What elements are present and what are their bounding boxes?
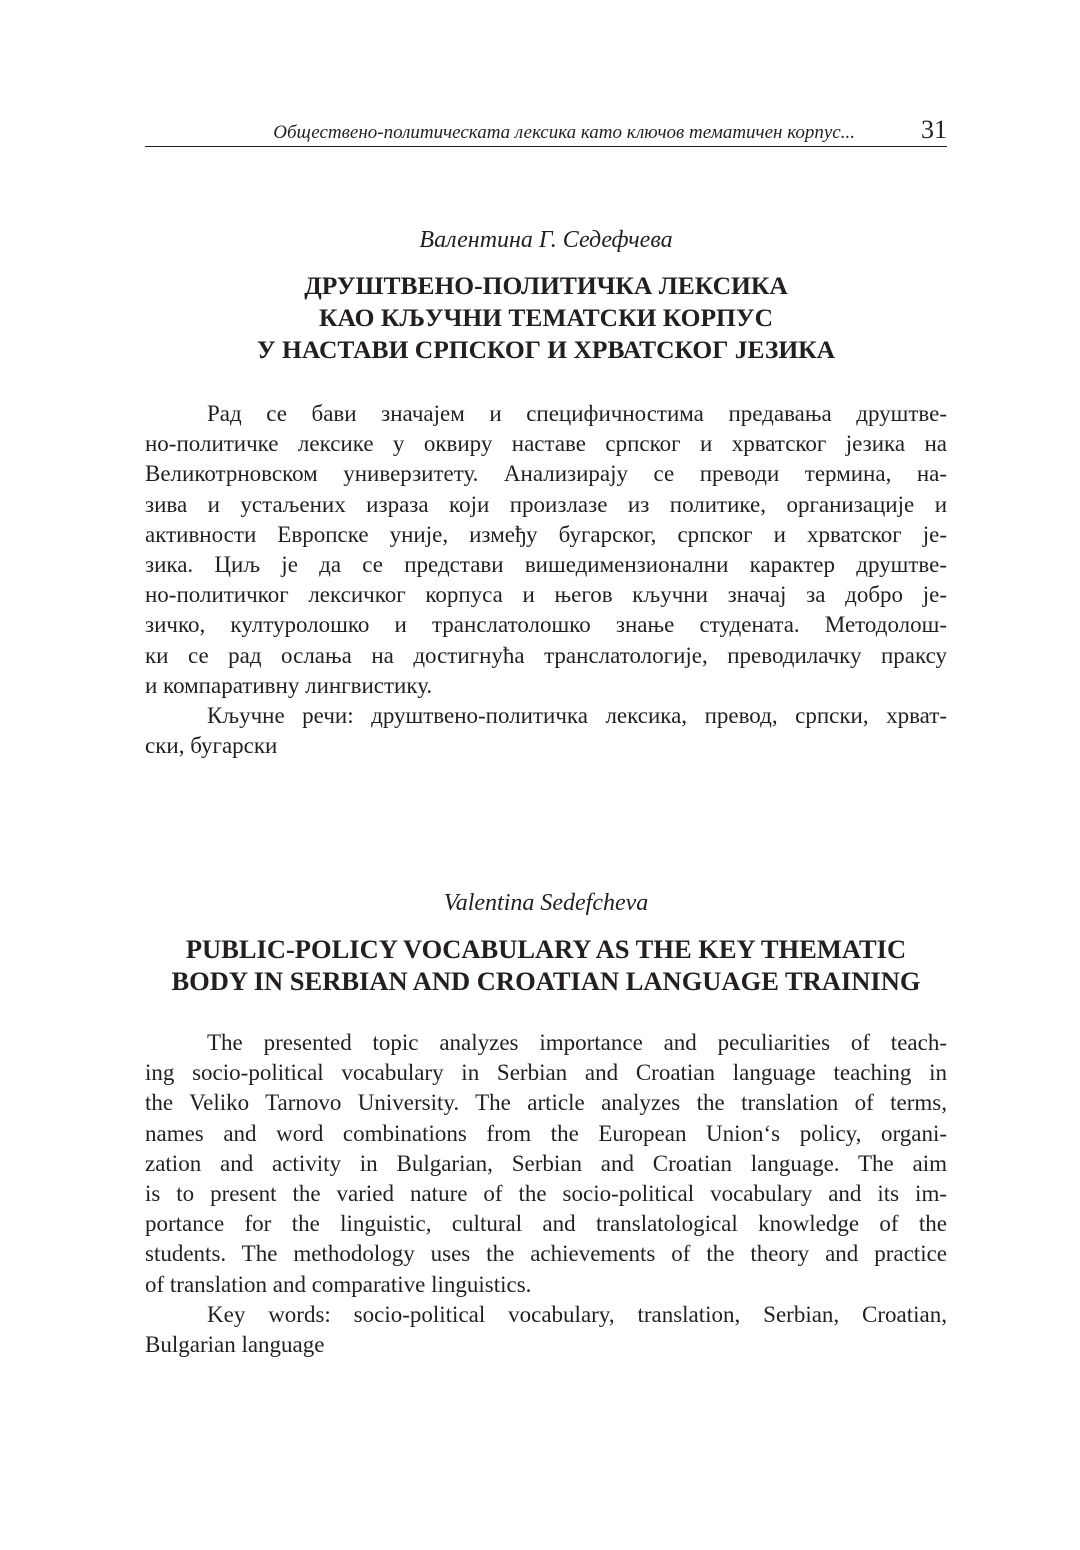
author-name-serbian: Валентина Г. Седефчева <box>419 227 673 253</box>
running-header <box>145 114 947 147</box>
abstract-line: the Veliko Tarnovo University. The article analyzes the translation of terms, <box>145 1090 947 1116</box>
article-title-english <box>145 933 947 997</box>
abstract-line: zation and activity in Bulgarian, Serbian and Croatian language. The aim <box>145 1150 947 1176</box>
article-title-serbian <box>145 270 947 366</box>
abstract-line: и компаративну лингвистику. <box>145 672 433 698</box>
abstract-line: names and word combinations from the European Union‘s policy, organi- <box>145 1120 947 1146</box>
abstract-line: активности Европске уније, између бугарског, српског и хрватског је- <box>145 521 947 547</box>
abstract-english <box>145 1028 947 1360</box>
title-line: ДРУШТВЕНО-ПОЛИТИЧКА ЛЕКСИКА <box>304 271 788 300</box>
keywords-line: Кључне речи: друштвено-политичка лексика, превод, српски, хрват- <box>207 702 947 728</box>
running-title: Обществено-политическата лексика като ключов тематичен корпус... <box>273 122 855 143</box>
abstract-line: Рад се бави значајем и специфичностима предавања друштве- <box>207 401 947 426</box>
abstract-line: зичко, културолошко и транслатолошко знање студената. Методолош- <box>145 612 947 638</box>
abstract-line: of translation and comparative linguistics. <box>145 1271 532 1297</box>
author-name-english: Valentina Sedefcheva <box>443 890 649 916</box>
abstract-line: is to present the varied nature of the socio-political vocabulary and its im- <box>145 1180 947 1206</box>
title-line: КАО КЉУЧНИ ТЕМАТСКИ КОРПУС <box>319 303 773 332</box>
abstract-line: зика. Циљ је да се представи вишедимензионални карактер друштве- <box>145 551 947 577</box>
abstract-line: зива и устаљених израза који произлазе из политике, организације и <box>145 491 947 517</box>
abstract-line: ing socio-political vocabulary in Serbian and Croatian language teaching in <box>145 1060 947 1086</box>
keywords-line: ски, бугарски <box>145 733 278 759</box>
abstract-line: students. The methodology uses the achievements of the theory and practice <box>145 1241 947 1267</box>
page-number: 31 <box>921 115 947 144</box>
keywords-line: Key words: socio-political vocabulary, translation, Serbian, Croatian, <box>207 1301 947 1327</box>
title-line: PUBLIC-POLICY VOCABULARY AS THE KEY THEMATIC <box>185 934 907 964</box>
abstract-line: но-политичког лексичког корпуса и његов кључни значај за добро је- <box>145 582 947 608</box>
abstract-line: Великотрновском универзитету. Анализирају се преводи термина, на- <box>145 461 947 487</box>
abstract-serbian <box>145 399 947 761</box>
english-section <box>145 885 947 1360</box>
serbian-section <box>145 222 947 761</box>
abstract-line: но-политичке лексике у оквиру наставе српског и хрватског језика на <box>145 431 947 457</box>
title-line: BODY IN SERBIAN AND CROATIAN LANGUAGE TRAINING <box>171 966 921 996</box>
abstract-line: portance for the linguistic, cultural and translatological knowledge of the <box>145 1211 947 1237</box>
title-line: У НАСТАВИ СРПСКОГ И ХРВАТСКОГ ЈЕЗИКА <box>256 335 836 364</box>
abstract-line: ки се рад ослања на достигнућа транслатологије, преводилачку праксу <box>145 642 947 668</box>
abstract-line: The presented topic analyzes importance and peculiarities of teach- <box>207 1030 947 1055</box>
keywords-line: Bulgarian language <box>145 1331 325 1357</box>
